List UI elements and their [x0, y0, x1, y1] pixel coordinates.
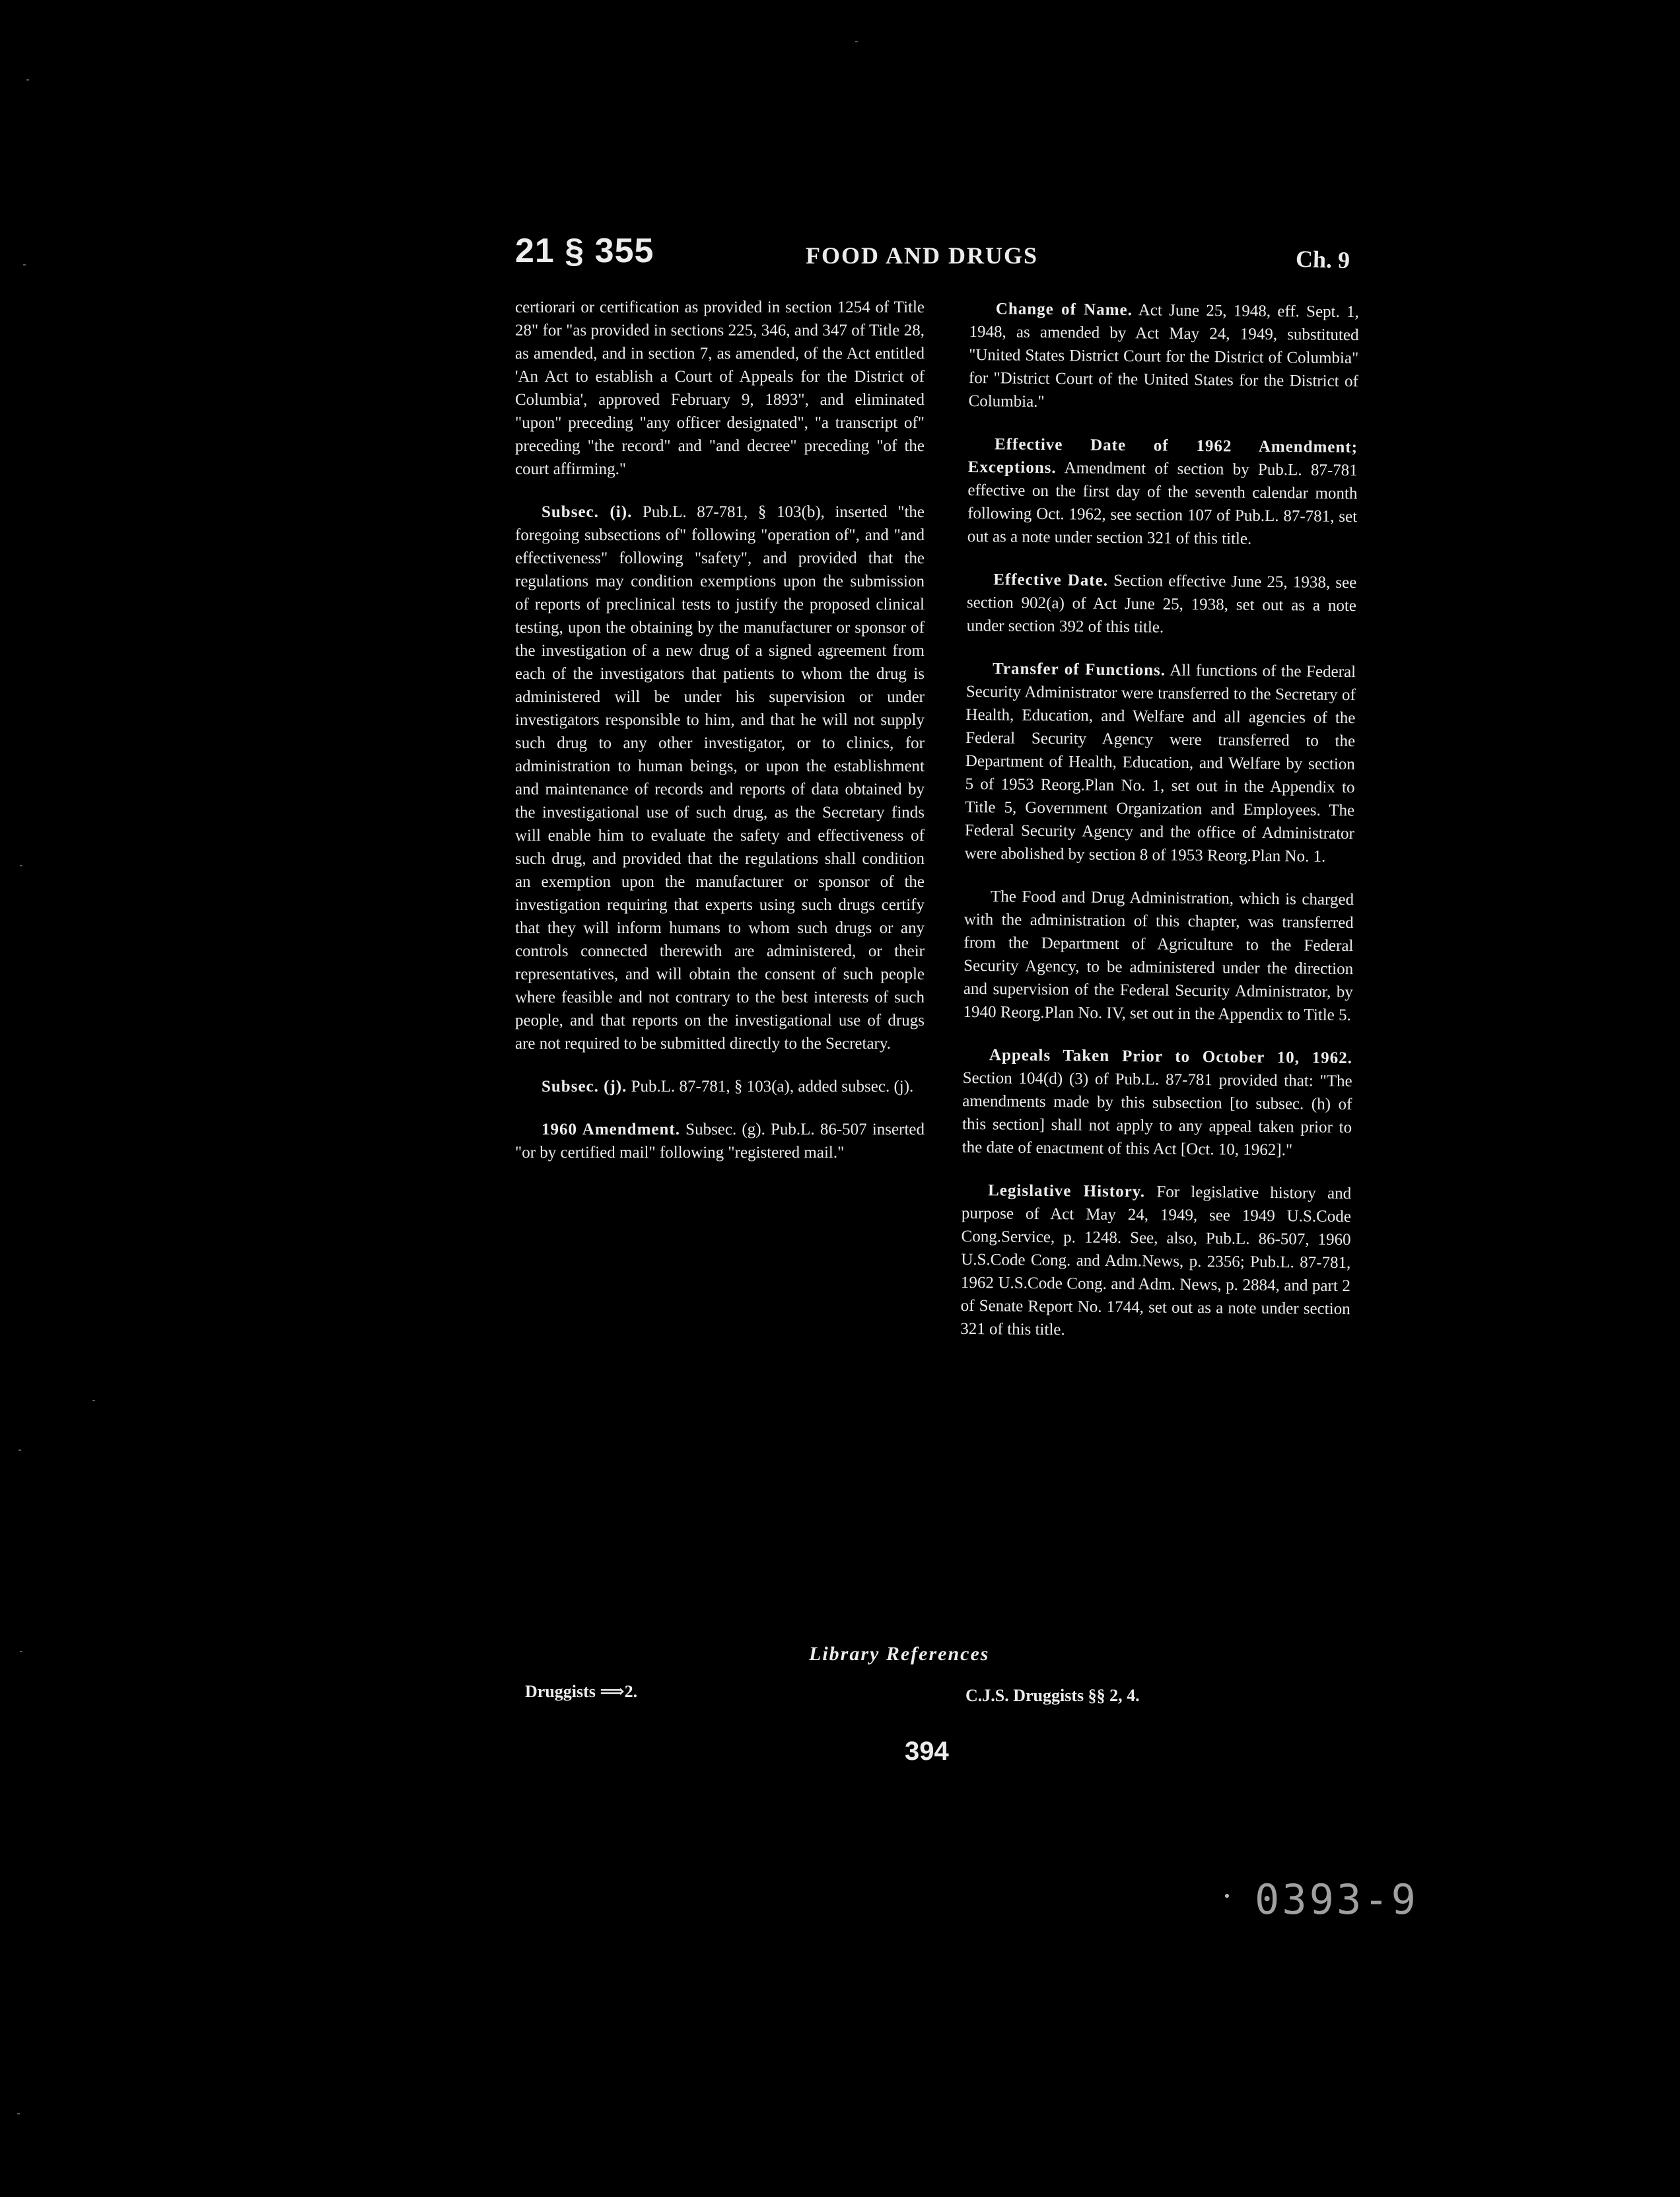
paragraph-heading: Transfer of Functions. — [992, 660, 1166, 680]
paragraph-body: Amendment of section by Pub.L. 87-781 effective on the first day of the seventh calendar month following Oct. 1962, see section 107 of Pub.L. 87-781, set out as a note under section 321 of this title. — [967, 459, 1358, 548]
library-reference-key-number: Druggists ⟹2. — [525, 1682, 638, 1701]
scan-speck — [92, 1400, 95, 1401]
paragraph-heading: Effective Date. — [993, 571, 1109, 590]
paragraph-body: Pub.L. 87-781, § 103(a), added subsec. (j). — [631, 1078, 914, 1096]
stamp-dot — [1225, 1894, 1229, 1898]
chapter-label: Ch. 9 — [1295, 245, 1350, 274]
scan-speck — [855, 41, 858, 42]
paragraph — [967, 433, 1358, 551]
scan-speck — [23, 264, 26, 265]
paragraph: The Food and Drug Administration, which is charged with the administration of this chapter, was transferred from the Department of Agriculture to the Federal Security Agency, to be administered under the direction and supervision of the Federal Security Administrator, by 1940 Reorg.Plan No. IV, set out in the Appendix to Title 5. — [963, 888, 1354, 1025]
paragraph — [515, 501, 925, 1055]
paragraph-heading: Subsec. (j). — [542, 1078, 627, 1096]
section-number: 21 § 355 — [515, 232, 654, 270]
scan-speck — [20, 1651, 22, 1652]
paragraph — [960, 1179, 1351, 1344]
left-column — [515, 296, 925, 1184]
paragraph-body: Act June 25, 1948, eff. Sept. 1, 1948, as amended by Act May 24, 1949, substituted "United States District Court for the District of Columbia" for "District Court of the United States for the District of Columbia." — [968, 301, 1359, 411]
library-reference-cjs: C.J.S. Druggists §§ 2, 4. — [965, 1686, 1140, 1705]
paragraph-heading: Effective Date of 1962 Amendment; Exceptions. — [967, 435, 1358, 477]
paragraph — [967, 568, 1357, 641]
scan-speck — [20, 865, 22, 866]
paragraph: certiorari or certification as provided in section 1254 of Title 28" for "as provided in sections 225, 346, and 347 of Title 28, as amended, and in section 7, as amended, of the Act entitled 'An Act to establish a Court of Appeals for the District of Columbia', approved February 9, 1893", and eliminated "upon" preceding "any officer designated", "a transcript of" preceding "the record" and "and decree" preceding "of the court affirming." — [515, 298, 925, 478]
right-column — [960, 297, 1359, 1364]
scan-speck — [17, 2113, 20, 2114]
paragraph — [968, 297, 1359, 416]
paragraph — [964, 657, 1356, 868]
paragraph-body: Section 104(d) (3) of Pub.L. 87-781 provided that: "The amendments made by this subsection [to subsec. (h) of this section] shall not apply to any appeal taken prior to the date of enactment of this Act [Oct. 10, 1962]." — [962, 1068, 1352, 1160]
running-title: FOOD AND DRUGS — [806, 242, 1039, 269]
paragraph-heading: Change of Name. — [995, 300, 1133, 320]
paragraph-heading: Subsec. (i). — [542, 503, 633, 521]
paragraph — [515, 1075, 925, 1098]
paragraph-body: Pub.L. 87-781, § 103(b), inserted "the foregoing subsections of" following "operation of", and "and effectiveness" following "safety", and provided that the regulations may condition exemptions upon the submission of reports of preclinical tests to justify the proposed clinical testing, upon the obtaining by the manufacturer or sponsor of the investigation of a new drug of a signed agreement from each of the investigators that patients to whom the drug is administered will be under his supervision or under investigators responsible to him, and that he will not supply such drug to any other investigator, or to clinics, for administration to human beings, or upon the establishment and maintenance of records and reports of data obtained by the investigational use of such drug, as the Secretary finds will enable him to evaluate the safety and effectiveness of such drug, and provided that the regulations shall condition an exemption upon the manufacturer or sponsor of the investigation requiring that experts using such drugs certify that they will inform humans to whom such drugs or any controls connected therewith are administered, or their representatives, and will obtain the consent of such people where feasible and not contrary to the best interests of such people, and that reports on the investigational use of drugs are not required to be submitted directly to the Secretary. — [515, 503, 925, 1053]
scan-speck — [18, 1449, 21, 1451]
page-number: 394 — [905, 1737, 949, 1766]
scan-speck — [26, 79, 29, 81]
library-references-heading: Library References — [809, 1643, 990, 1665]
paragraph-heading: Legislative History. — [988, 1181, 1146, 1201]
paragraph-body: Subsec. (g). Pub.L. 86-507 inserted "or by certified mail" following "registered mail." — [515, 1121, 925, 1162]
paragraph-heading: 1960 Amendment. — [542, 1121, 680, 1138]
paragraph-body: All functions of the Federal Security Administrator were transferred to the Secretary of Health, Education, and Welfare and all agencies of the Federal Security Agency were transferred to the Department of Health, Education, and Welfare by section 5 of 1953 Reorg.Plan No. 1, set out in the Appendix to Title 5, Government Organization and Employees. The Federal Security Agency and the office of Administrator were abolished by section 8 of 1953 Reorg.Plan No. 1. — [964, 661, 1356, 866]
paragraph — [515, 1118, 925, 1164]
frame-stamp: 0393-9 — [1255, 1875, 1418, 1924]
paragraph-heading: Appeals Taken Prior to October 10, 1962. — [989, 1046, 1353, 1068]
paragraph-body: Section effective June 25, 1938, see section 902(a) of Act June 25, 1938, set out as a note under section 392 of this title. — [966, 571, 1357, 637]
paragraph-body: For legislative history and purpose of Act May 24, 1949, see 1949 U.S.Code Cong.Service, p. 1248. See, also, Pub.L. 86-507, 1960 U.S.Code Cong. and Adm.News, p. 2356; Pub.L. 87-781, 1962 U.S.Code Cong. and Adm. News, p. 2884, and part 2 of Senate Report No. 1744, set out as a note under section 321 of this title. — [960, 1183, 1352, 1339]
paragraph — [962, 1043, 1353, 1162]
